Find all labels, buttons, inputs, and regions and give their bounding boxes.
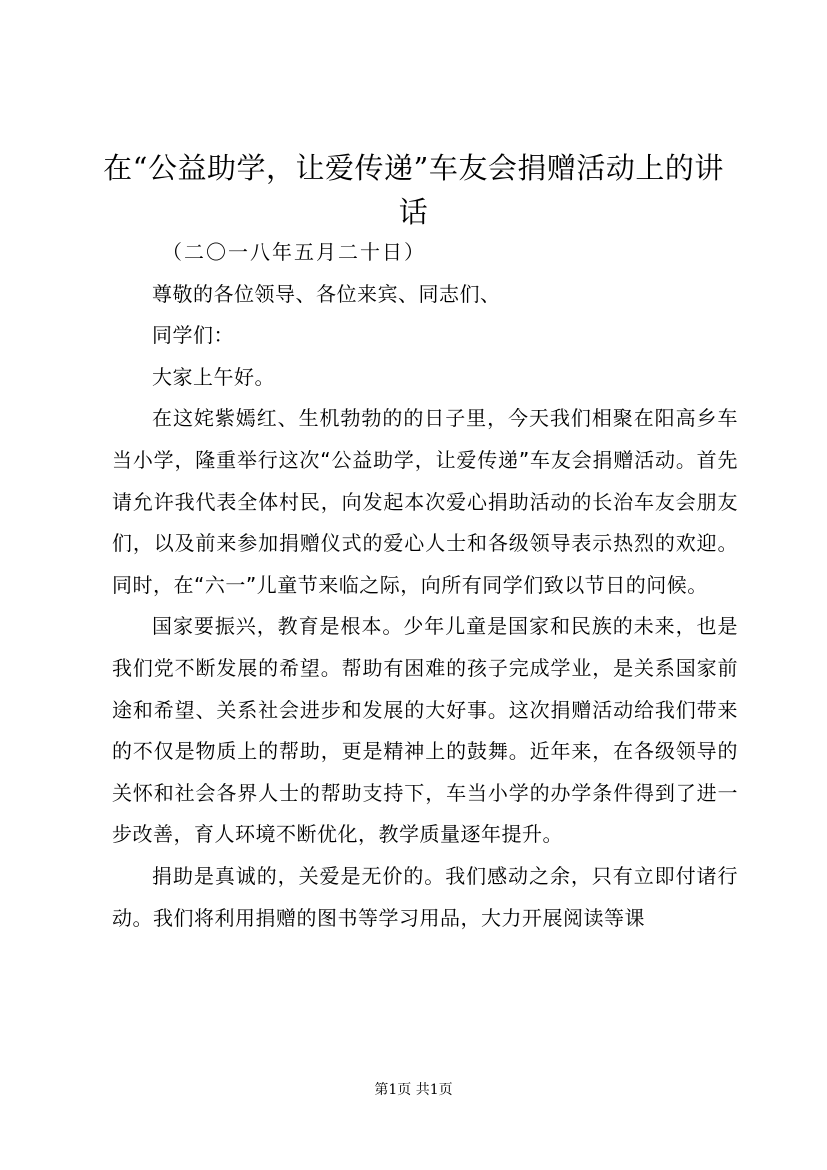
- body-paragraph-3: 捐助是真诚的，关爱是无价的。我们感动之余，只有立即付诸行动。我们将利用捐赠的图书等学习用品，大力开展阅读等课: [112, 863, 738, 930]
- document-title: 在“公益助学，让爱传递”车友会捐赠活动上的讲话: [103, 151, 724, 229]
- salutation-line-1: 尊敬的各位领导、各位来宾、同志们、: [152, 281, 501, 306]
- document-body: [112, 232, 738, 939]
- page-footer: 第1页 共1页: [374, 1082, 453, 1098]
- greeting-line: 大家上午好。: [152, 364, 275, 389]
- body-paragraph-2: 国家要振兴，教育是根本。少年儿童是国家和民族的未来，也是我们党不断发展的希望。帮助有困难的孩子完成学业，是关系国家前途和希望、关系社会进步和发展的大好事。这次捐赠活动给我们带来的不仅是物质上的帮助，更是精神上的鼓舞。近年来，在各级领导的关怀和社会各界人士的帮助支持下，车当小学的办学条件得到了进一步改善，育人环境不断优化，教学质量逐年提升。: [112, 614, 738, 847]
- body-paragraph-1: 在这姹紫嫣红、生机勃勃的的日子里，今天我们相聚在阳高乡车当小学，隆重举行这次“公益助学，让爱传递”车友会捐赠活动。首先请允许我代表全体村民，向发起本次爱心捐助活动的长治车友会朋友们，以及前来参加捐赠仪式的爱心人士和各级领导表示热烈的欢迎。同时，在“六一”儿童节来临之际，向所有同学们致以节日的问候。: [112, 406, 738, 597]
- date-line: （二〇一八年五月二十日）: [162, 240, 426, 264]
- salutation-line-2: 同学们：: [152, 323, 234, 348]
